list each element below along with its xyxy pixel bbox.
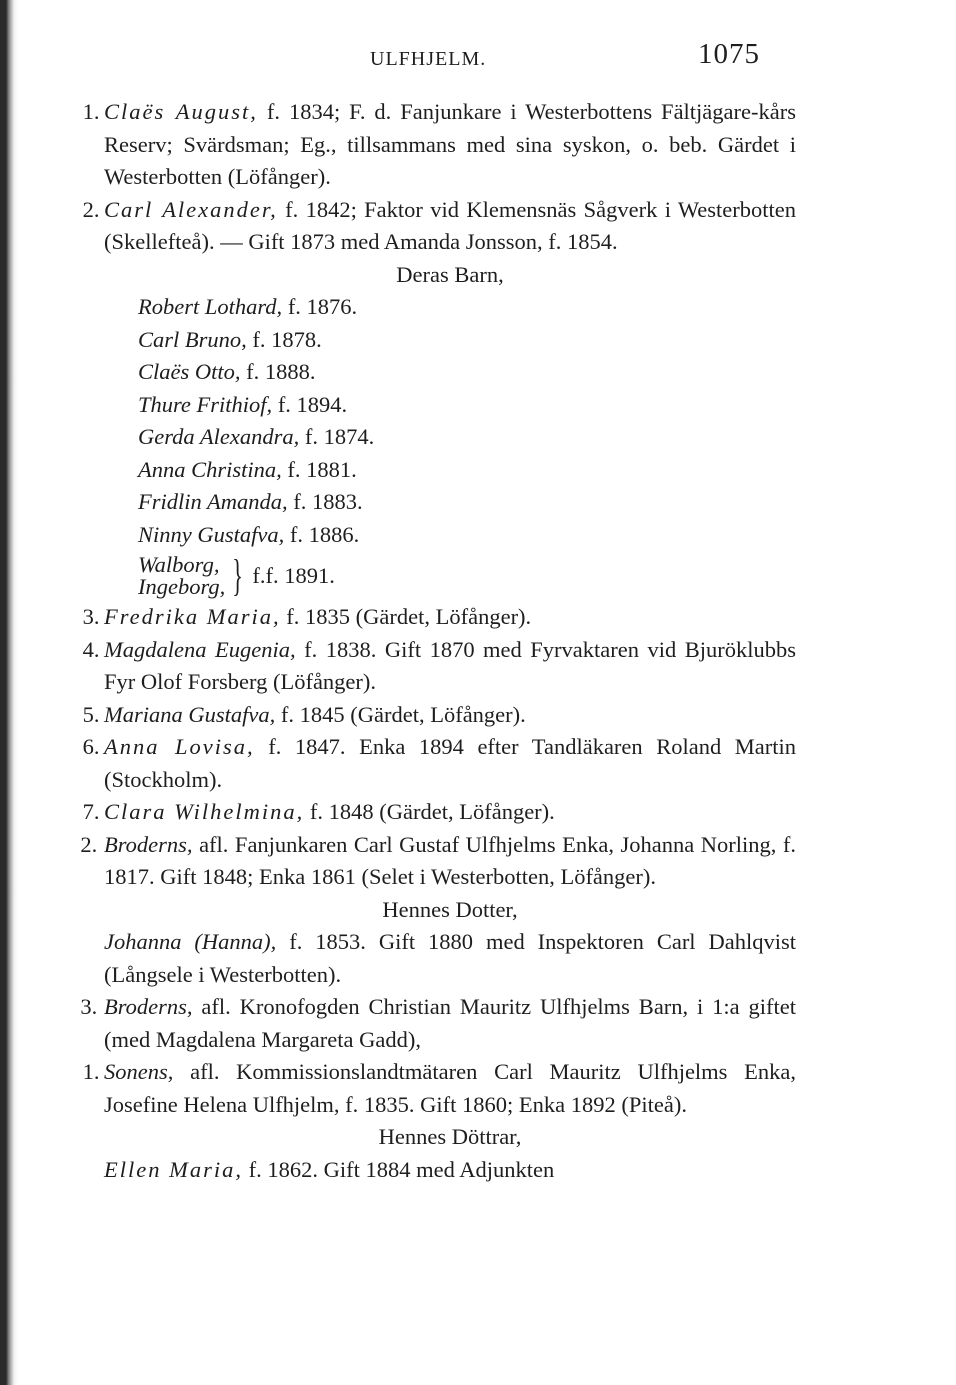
entry-broderns-enka: [80, 829, 797, 894]
entry-name: Claës August,: [104, 99, 258, 124]
entry-number: 2.: [82, 196, 100, 222]
entry-claes-august: [82, 96, 796, 194]
entry-name: Anna Lovisa,: [104, 734, 255, 759]
entry-text: f. 1848 (Gärdet, Löfånger).: [309, 799, 555, 824]
entry-number: 3.: [80, 994, 98, 1019]
entry-text: f. 1842; Faktor vid Klemensnäs Sågverk i Westerbotten (Skellefteå). — Gift 1873 med Amanda Jonsson, f. 1854.: [104, 196, 797, 254]
daughter-heading: Hennes Dotter,: [382, 896, 518, 922]
twins-names: [138, 554, 225, 598]
child-name: Fridlin Amanda,: [138, 489, 288, 514]
entry-number: 4.: [82, 636, 100, 662]
entry-number: 3.: [82, 604, 100, 629]
twins-item: [104, 551, 796, 601]
running-title: ULFHJELM.: [370, 48, 487, 70]
child-name: Claës Otto,: [138, 359, 241, 384]
daughter-item: [104, 926, 796, 991]
daughters-heading: Hennes Döttrar,: [378, 1124, 522, 1149]
last-item: [104, 1154, 796, 1187]
entry-text: f. 1834; F. d. Fanjunkare i Westerbottens Fältjägare-kårs Reserv; Svärdsman; Eg., tillsammans med sina syskon, o. beb. Gärdet i Westerbotten (Löfånger).: [104, 99, 796, 189]
entry-clara-wilhelmina: [82, 796, 796, 829]
entry-anna-lovisa: [82, 731, 796, 796]
entry-text: afl. Kronofogden Christian Mauritz Ulfhjelms Barn, i 1:a giftet (med Magdalena Margareta Gadd),: [104, 994, 796, 1052]
entry-name: Magdalena Eugenia,: [104, 636, 296, 662]
entry-magdalena-eugenia: [82, 634, 797, 699]
entry-carl-alexander: [82, 194, 797, 259]
child-name: Gerda Alexandra,: [138, 424, 300, 449]
entry-name: Fredrika Maria,: [104, 604, 281, 629]
entry-number: 2.: [80, 831, 98, 857]
entry-mariana-gustafva: [82, 699, 796, 732]
child-born: f. 1886.: [289, 521, 360, 547]
brace-symbol: }: [232, 551, 244, 600]
entry-name: Carl Alexander,: [104, 196, 278, 222]
entry-number: 1.: [82, 1059, 100, 1084]
child-item: [104, 324, 796, 357]
entry-name: Clara Wilhelmina,: [104, 799, 305, 824]
child-item: [104, 519, 796, 552]
entry-fredrika-maria: [82, 601, 796, 634]
entry-name: Broderns,: [104, 994, 193, 1019]
child-item: [104, 356, 796, 389]
entry-text: afl. Fanjunkaren Carl Gustaf Ulfhjelms Enka, Johanna Norling, f. 1817. Gift 1848; Enka 1861 (Selet i Westerbotten, Löfånger).: [104, 831, 797, 889]
child-born: f. 1878.: [252, 326, 322, 352]
entry-text: f. 1838. Gift 1870 med Fyrvaktaren vid Bjuröklubbs Fyr Olof Forsberg (Löfånger).: [104, 636, 797, 694]
child-name: Ninny Gustafva,: [138, 521, 285, 547]
daughter-name: Johanna (Hanna),: [104, 929, 277, 954]
child-item: [104, 421, 796, 454]
entry-number: 5.: [82, 701, 100, 727]
entry-broderns-barn: [80, 991, 796, 1056]
child-name: Robert Lothard,: [138, 294, 283, 319]
page-body: [80, 96, 797, 1186]
last-text: f. 1862. Gift 1884 med Adjunkten: [248, 1156, 555, 1182]
twins-born: f.f. 1891.: [252, 563, 335, 588]
entry-number: 1.: [82, 99, 100, 124]
daughter-text: f. 1853. Gift 1880 med Inspektoren Carl Dahlqvist (Långsele i Westerbotten).: [104, 929, 796, 987]
entry-text: f. 1847. Enka 1894 efter Tandläkaren Roland Martin (Stockholm).: [104, 734, 796, 792]
entry-name: Broderns,: [104, 831, 193, 857]
children-heading: Deras Barn,: [396, 261, 504, 287]
twin-name: Walborg,: [138, 552, 220, 577]
child-item: [104, 454, 796, 487]
child-born: f. 1876.: [287, 294, 358, 319]
last-name: Ellen Maria,: [104, 1156, 243, 1182]
child-item: [104, 486, 796, 519]
child-born: f. 1881.: [287, 456, 357, 482]
child-born: f. 1888.: [246, 359, 316, 384]
entry-sonens-enka: [82, 1056, 797, 1121]
binding-edge: [0, 0, 18, 1385]
entry-name: Sonens,: [104, 1059, 174, 1084]
page-header: [330, 38, 760, 78]
entry-name: Mariana Gustafva,: [104, 701, 276, 727]
child-item: [104, 291, 796, 324]
child-item: [104, 389, 796, 422]
child-born: f. 1874.: [304, 424, 375, 449]
child-name: Anna Christina,: [138, 456, 282, 482]
child-name: Thure Frithiof,: [138, 391, 273, 417]
entry-text: afl. Kommissionslandtmätaren Carl Mauritz Ulfhjelms Enka, Josefine Helena Ulfhjelm, f. 1835. Gift 1860; Enka 1892 (Piteå).: [104, 1059, 797, 1117]
child-born: f. 1894.: [277, 391, 348, 417]
entry-number: 6.: [82, 734, 100, 759]
entry-text: f. 1835 (Gärdet, Löfånger).: [286, 604, 532, 629]
entry-number: 7.: [82, 799, 100, 824]
child-name: Carl Bruno,: [138, 326, 247, 352]
twin-name: Ingeborg,: [138, 574, 226, 599]
child-born: f. 1883.: [293, 489, 363, 514]
entry-text: f. 1845 (Gärdet, Löfånger).: [280, 701, 526, 727]
page-number: 1075: [698, 38, 760, 70]
